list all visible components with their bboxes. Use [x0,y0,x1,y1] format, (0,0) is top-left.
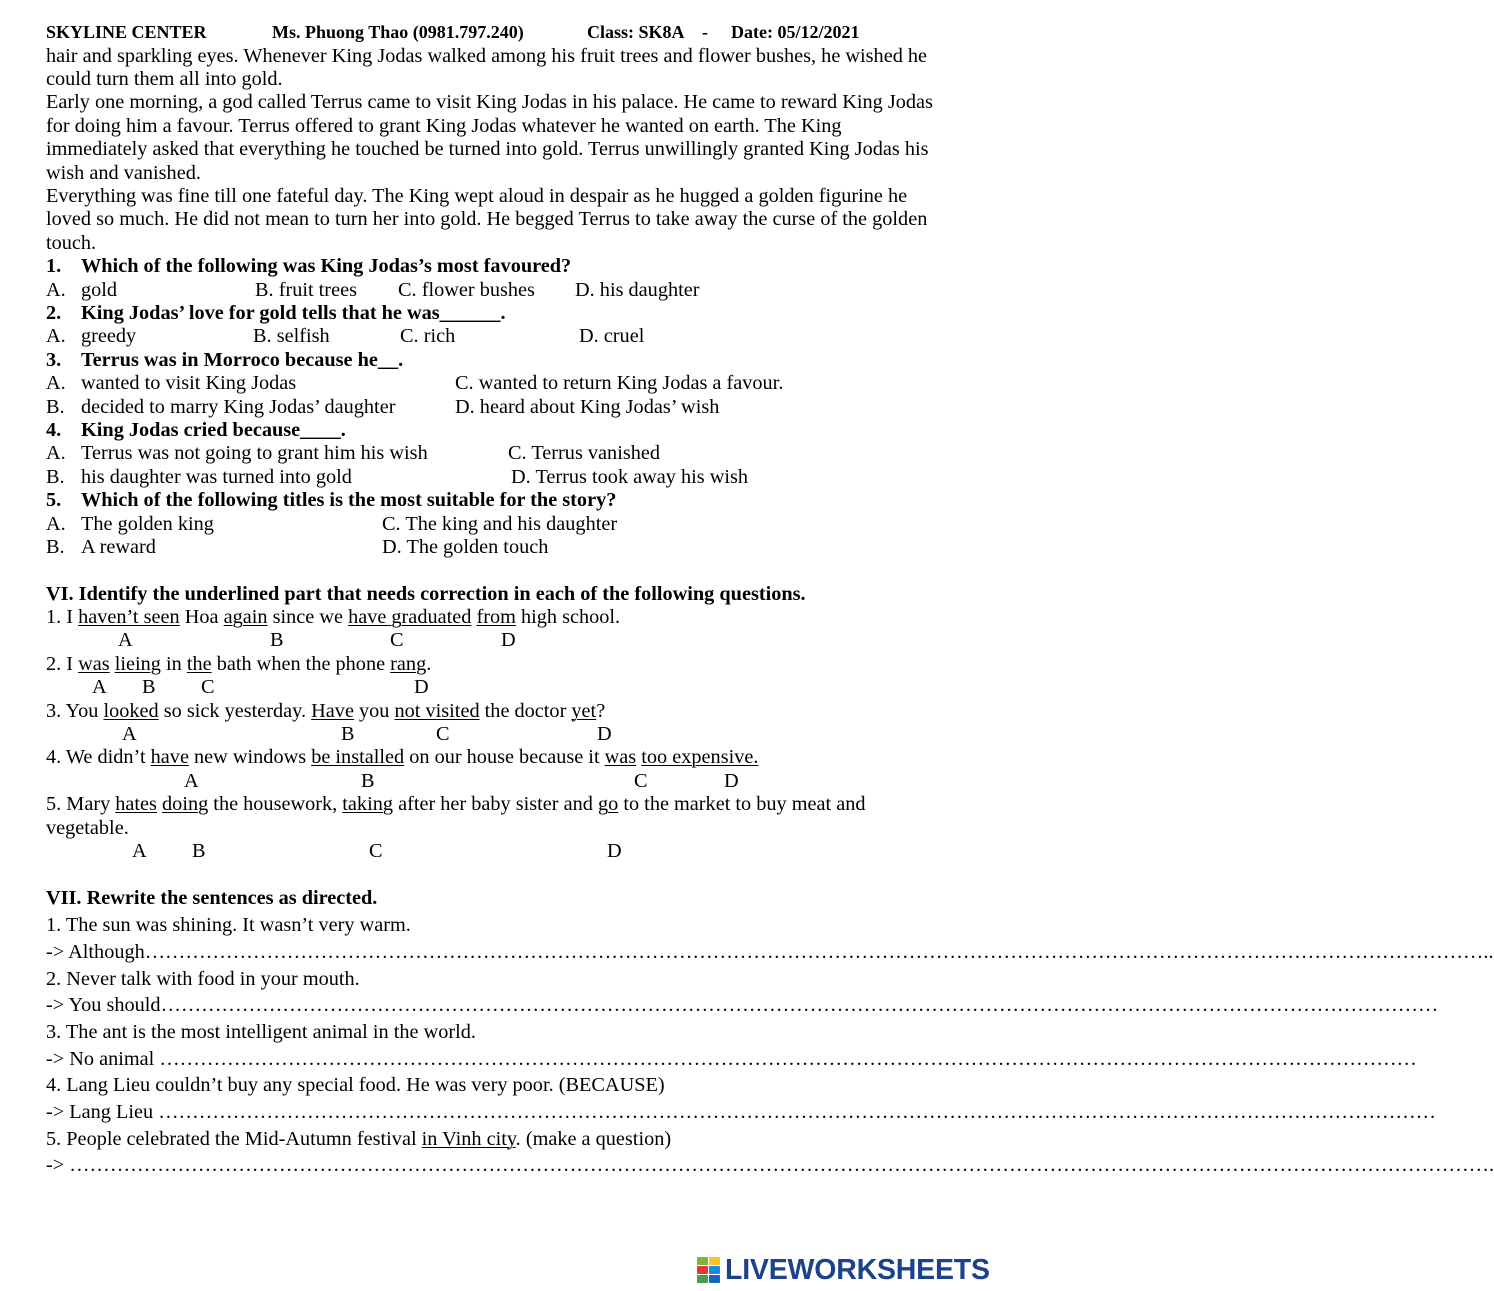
header-center-name: SKYLINE CENTER [46,22,207,43]
option-b-label: B. [46,535,65,558]
logo-icon-cell [697,1257,708,1265]
option-c-text: The king and his daughter [405,512,618,535]
section-6-questions [46,606,976,863]
underlined-part: in Vinh city [421,1127,516,1150]
underlined-part: the [186,652,212,675]
marker-a: A [122,723,137,746]
error-sentence-line [46,793,976,816]
option-b-text: selfish [276,325,330,348]
sentence-text: new windows [188,746,312,769]
reading-passage [46,45,976,256]
reading-line: immediately asked that everything he touched be turned into gold. Terrus unwillingly granted King Jodas his [46,138,929,161]
marker-c: C [201,676,215,699]
option-a-text: gold [81,278,118,301]
rewrite-prompt-1: 1. The sun was shining. It wasn’t very warm. [46,914,411,937]
section-6-heading: VI. Identify the underlined part that needs correction in each of the following questions. [46,582,806,605]
sentence-text: on our house because it [404,746,605,769]
option-a-label: A. [46,325,66,348]
underlined-part: not visited [394,699,480,722]
option-a-label: A. [46,372,66,395]
sentence-text: . [426,652,432,675]
option-a-label: A. [46,278,66,301]
header-date: Date: 05/12/2021 [731,22,860,43]
option-a-text: wanted to visit King Jodas [81,372,297,395]
option-b-text: decided to marry King Jodas’ daughter [81,395,396,418]
marker-c: C [369,839,383,862]
rewrite-prompt-3: 3. The ant is the most intelligent animal in the world. [46,1020,476,1043]
option-c-label: C. [508,442,527,465]
underlined-part: be installed [311,746,405,769]
marker-c: C [634,769,648,792]
option-c-text: flower bushes [421,278,535,301]
reading-line: loved so much. He did not mean to turn her into gold. He begged Terrus to take away the curse of the golden [46,208,928,231]
option-a-text: greedy [81,325,137,348]
underlined-part: go [597,793,619,816]
option-c [508,442,660,465]
question-number: 4. [46,418,62,441]
marker-d: D [597,723,612,746]
rewrite-answer-4: -> Lang Lieu ……………………………………………………………………………………………………………………………………………………………………… [46,1100,1436,1123]
option-c-label: C. [455,372,474,395]
sentence-text: since we [267,606,349,629]
option-a-text: Terrus was not going to grant him his wish [81,442,428,465]
sentence-text: the housework, [208,793,343,816]
question-4 [46,419,976,442]
logo-wordmark: LIVEWORKSHEETS [725,1253,990,1286]
marker-d: D [607,839,622,862]
error-sentence-line [46,817,976,840]
underlined-part: rang [390,652,427,675]
error-question-5 [46,793,976,863]
option-c-text: Terrus vanished [531,442,661,465]
underlined-part: lieing [114,652,161,675]
section-7-heading: VII. Rewrite the sentences as directed. [46,886,378,909]
question-2 [46,302,976,325]
marker-d: D [501,629,516,652]
option-a-label: A. [46,512,66,535]
rewrite-answer-5: -> …………………………………………………………………………………………………………………………………………………………………………………………. [46,1154,1494,1177]
reading-line: could turn them all into gold. [46,68,283,91]
reading-line: Early one morning, a god called Terrus came to visit King Jodas in his palace. He came to reward King Jodas [46,91,933,114]
question-number: 3. [46,348,62,371]
question-3-options-row-1 [46,372,976,395]
error-sentence-line [46,700,976,723]
reading-line: wish and vanished. [46,161,201,184]
option-b-text: his daughter was turned into gold [81,465,352,488]
liveworksheets-logo [697,1255,990,1285]
error-sentence-line [46,606,976,629]
question-number: 1. [46,255,62,278]
reading-line: hair and sparkling eyes. Whenever King Jodas walked among his fruit trees and flower bushes, he wished he [46,44,928,67]
marker-a: A [118,629,133,652]
logo-icon-cell [697,1275,708,1283]
option-b [253,325,330,348]
rewrite-answer-1: -> Although……………………………………………………………………………………………………………………………………………………………………………….. [46,940,1494,963]
option-c [398,279,535,302]
option-markers [46,770,976,793]
option-c [455,372,783,395]
option-b [255,279,357,302]
option-d [511,466,748,489]
rewrite-answer-3: -> No animal …………………………………………………………………………………………………………………………………………………………………… [46,1047,1417,1070]
option-c-text: rich [423,325,456,348]
underlined-part: looked [103,699,159,722]
question-3-options-row-2 [46,396,976,419]
underlined-part: have [150,746,189,769]
underlined-part: from [476,606,516,629]
underlined-part: was [604,746,637,769]
marker-b: B [270,629,284,652]
logo-icon-cell [709,1257,720,1265]
sentence-text: 4. We didn’t [46,746,151,769]
prompt-text: 5. People celebrated the Mid-Autumn festival [46,1127,422,1150]
option-c-label: C. [398,278,417,301]
option-d-label: D. [575,278,595,301]
marker-a: A [92,676,107,699]
sentence-text: in [160,652,187,675]
question-1-options [46,279,976,302]
option-d-label: D. [455,395,475,418]
header-dash: - [702,22,708,43]
question-text: Which of the following titles is the most suitable for the story? [81,489,617,512]
prompt-text: . (make a question) [515,1127,672,1150]
option-d [575,279,700,302]
sentence-text: 2. I [46,652,79,675]
option-markers [46,723,976,746]
question-5-options-row-2 [46,536,976,559]
reading-line: touch. [46,231,97,254]
option-d [455,396,719,419]
underlined-part: doing [162,793,209,816]
option-c-label: C. [382,512,401,535]
option-d-text: The golden touch [406,535,549,558]
blank-line [46,863,976,886]
option-markers [46,629,976,652]
option-d-text: his daughter [599,278,700,301]
error-question-2 [46,653,976,700]
option-markers [46,840,976,863]
option-d-label: D. [579,325,599,348]
sentence-text: after her baby sister and [393,793,598,816]
option-b-text: fruit trees [278,278,357,301]
option-b-label: B. [46,395,65,418]
underlined-part: yet [571,699,597,722]
option-d-text: Terrus took away his wish [535,465,749,488]
sentence-text: 3. You [46,699,104,722]
underlined-part: too expensive. [641,746,759,769]
question-5-options-row-1 [46,513,976,536]
marker-d: D [414,676,429,699]
logo-icon-cell [697,1266,708,1274]
error-question-4 [46,746,976,793]
underlined-part: have graduated [348,606,472,629]
sentence-text: you [353,699,395,722]
underlined-part: was [78,652,110,675]
sentence-text: high school. [515,606,621,629]
option-d [579,325,644,348]
option-d-text: cruel [603,325,645,348]
section-7-items [46,912,1494,1179]
marker-b: B [192,839,206,862]
worksheet-header [46,21,976,44]
logo-icon-cell [709,1266,720,1274]
option-c [400,325,455,348]
option-markers [46,676,976,699]
sentence-text: the doctor [479,699,572,722]
worksheet-content [46,21,1494,1179]
question-4-options-row-2 [46,466,976,489]
question-5 [46,489,976,512]
sentence-text: Hoa [179,606,224,629]
sentence-text: so sick yesterday. [158,699,312,722]
option-d-label: D. [511,465,531,488]
rewrite-prompt-5 [46,1126,976,1153]
underlined-part: again [223,606,268,629]
question-text: Terrus was in Morroco because he__. [81,348,404,371]
question-4-options-row-1 [46,442,976,465]
sentence-text: vegetable. [46,816,129,839]
option-c-text: wanted to return King Jodas a favour. [478,372,784,395]
option-d-label: D. [382,535,402,558]
header-class: Class: SK8A [587,22,685,43]
underlined-part: Have [311,699,354,722]
question-text: King Jodas cried because____. [81,418,346,441]
option-c-label: C. [400,325,419,348]
sentence-text: 1. I [46,606,79,629]
option-a-label: A. [46,442,66,465]
question-number: 5. [46,489,62,512]
underlined-part: taking [342,793,393,816]
logo-icon-cell [709,1275,720,1283]
option-d-text: heard about King Jodas’ wish [479,395,720,418]
rewrite-prompt-4: 4. Lang Lieu couldn’t buy any special food. He was very poor. (BECAUSE) [46,1074,665,1097]
rewrite-prompt-2: 2. Never talk with food in your mouth. [46,967,360,990]
error-sentence-line [46,746,976,769]
option-c [382,513,617,536]
underlined-part: haven’t seen [78,606,180,629]
reading-line: Everything was fine till one fateful day. The King wept aloud in despair as he hugged a golden figurine he [46,185,908,208]
marker-b: B [142,676,156,699]
option-b-label: B. [255,278,274,301]
question-text: King Jodas’ love for gold tells that he was______. [81,301,506,324]
question-text: Which of the following was King Jodas’s most favoured? [81,255,572,278]
question-number: 2. [46,301,62,324]
sentence-text: bath when the phone [211,652,391,675]
error-question-3 [46,700,976,747]
option-d [382,536,548,559]
sentence-text: ? [596,699,606,722]
sentence-text: to the market to buy meat and [618,793,866,816]
option-b-label: B. [253,325,272,348]
header-teacher: Ms. Phuong Thao (0981.797.240) [272,22,524,43]
rewrite-answer-2: -> You should……………………………………………………………………………………………………………………………………………………………………… [46,994,1439,1017]
marker-c: C [390,629,404,652]
marker-c: C [436,723,450,746]
marker-b: B [361,769,375,792]
error-sentence-line [46,653,976,676]
question-3 [46,349,976,372]
marker-d: D [724,769,739,792]
question-2-options [46,325,976,348]
liveworksheets-icon [697,1257,720,1283]
marker-b: B [341,723,355,746]
underlined-part: hates [115,793,157,816]
reading-line: for doing him a favour. Terrus offered to grant King Jodas whatever he wanted on earth. The King [46,114,842,137]
marker-a: A [184,769,199,792]
question-1 [46,255,976,278]
option-b-text: A reward [81,535,156,558]
option-b-label: B. [46,465,65,488]
option-a-text: The golden king [81,512,214,535]
sentence-text: 5. Mary [46,793,116,816]
error-question-1 [46,606,976,653]
blank-line [46,559,976,582]
marker-a: A [132,839,147,862]
